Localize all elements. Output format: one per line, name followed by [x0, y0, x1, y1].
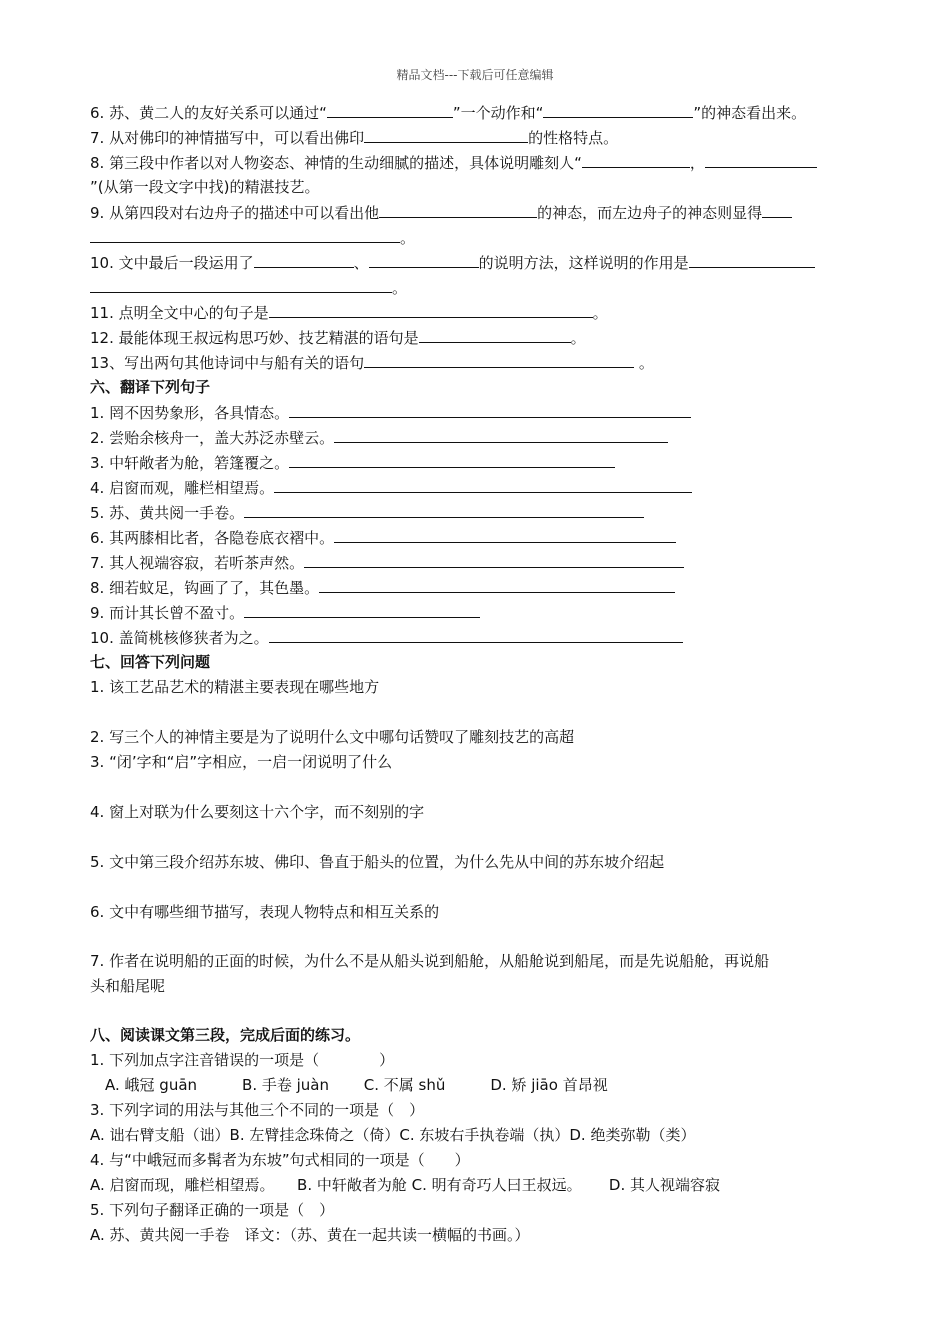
translate-sentence: 5. 苏、黄共阅一手卷。 — [90, 504, 245, 522]
answer-blank[interactable] — [543, 102, 693, 118]
q10-text-d: 。 — [392, 279, 408, 297]
q6-text-a: 6. 苏、黄二人的友好关系可以通过“ — [90, 104, 327, 122]
answer-blank[interactable] — [269, 302, 593, 318]
answer-blank[interactable] — [244, 502, 644, 518]
translate-item — [90, 452, 615, 473]
question-text: 5. 文中第三段介绍苏东坡、佛印、鲁直于船头的位置，为什么先从中间的苏东坡介绍起 — [90, 853, 665, 871]
answer-blank[interactable] — [244, 602, 480, 618]
answer-blank[interactable] — [582, 152, 690, 168]
q9-text-c: 。 — [400, 229, 416, 247]
translate-sentence: 8. 细若蚊足，钩画了了，其色墨。 — [90, 579, 320, 597]
answer-blank[interactable] — [304, 552, 684, 568]
q13-text-b: 。 — [634, 354, 654, 372]
translate-item — [90, 577, 675, 598]
answer-blank[interactable] — [289, 452, 615, 468]
section-7-title: 七、回答下列问题 — [90, 653, 211, 671]
question-text: 3. “闭’字和“启”字相应，一启一闭说明了什么 — [90, 753, 393, 771]
translate-item — [90, 477, 692, 498]
q11-text-b: 。 — [592, 304, 608, 322]
q6-text-c: ”的神态看出来。 — [693, 104, 807, 122]
question-11 — [90, 302, 608, 323]
translate-sentence: 1. 罔不因势象形，各具情态。 — [90, 404, 290, 422]
answer-blank[interactable] — [269, 627, 683, 643]
question-13 — [90, 352, 654, 373]
q12-text-b: 。 — [570, 329, 586, 347]
answer-blank[interactable] — [90, 277, 392, 293]
q13-text-a: 13、写出两句其他诗词中与船有关的语句 — [90, 354, 365, 372]
answer-blank[interactable] — [379, 202, 537, 218]
answer-blank[interactable] — [319, 577, 675, 593]
answer-blank[interactable] — [419, 327, 571, 343]
q10-text-c: 的说明方法，这样说明的作用是 — [478, 254, 689, 272]
translate-item — [90, 602, 480, 623]
translate-sentence: 6. 其两膝相比者，各隐卷底衣褶中。 — [90, 529, 335, 547]
q7-text-b: 的性格特点。 — [528, 129, 619, 147]
answer-blank[interactable] — [327, 102, 453, 118]
answer-blank[interactable] — [254, 252, 354, 268]
choice-question: 5. 下列句子翻译正确的一项是（ ） — [90, 1201, 335, 1219]
answer-blank[interactable] — [364, 352, 634, 368]
q6-text-b: ”一个动作和“ — [452, 104, 544, 122]
q9-text-a: 9. 从第四段对右边舟子的描述中可以看出他 — [90, 204, 380, 222]
q8-text-b: ， — [689, 154, 705, 172]
translate-sentence: 4. 启窗而观，雕栏相望焉。 — [90, 479, 275, 497]
q10-text-a: 10. 文中最后一段运用了 — [90, 254, 254, 272]
choice-question: 4. 与“中峨冠而多髯者为东坡”句式相同的一项是（ ） — [90, 1151, 470, 1169]
answer-blank[interactable] — [334, 527, 676, 543]
choice-options: A. 苏、黄共阅一手卷 译文：（苏、黄在一起共读一横幅的书画。） — [90, 1226, 530, 1244]
translate-sentence: 3. 中轩敞者为舱，箬篷覆之。 — [90, 454, 290, 472]
choice-options: A. 峨冠 guān B. 手卷 juàn C. 不属 shǔ D. 矫 jiāo 首昂视 — [90, 1076, 608, 1094]
question-10-cont — [90, 277, 407, 298]
question-text-cont: 头和船尾呢 — [90, 977, 166, 995]
answer-blank[interactable] — [705, 152, 817, 168]
q9-text-b: 的神态，而左边舟子的神态则显得 — [537, 204, 763, 222]
question-7 — [90, 127, 618, 148]
answer-blank[interactable] — [369, 252, 479, 268]
choice-question: 1. 下列加点字注音错误的一项是（ ） — [90, 1051, 395, 1069]
translate-item — [90, 527, 676, 548]
question-9-cont — [90, 227, 415, 248]
question-text: 2. 写三个人的神情主要是为了说明什么文中哪句话赞叹了雕刻技艺的高超 — [90, 728, 575, 746]
q10-text-b: 、 — [353, 254, 369, 272]
choice-options: A. 启窗而现，雕栏相望焉。 B. 中轩敞者为舱 C. 明有奇巧人曰王叔远。 D. 其人视端容寂 — [90, 1176, 720, 1194]
q7-text-a: 7. 从对佛印的神情描写中，可以看出佛印 — [90, 129, 365, 147]
answer-blank[interactable] — [334, 427, 668, 443]
translate-sentence: 2. 尝贻余核舟一，盖大苏泛赤壁云。 — [90, 429, 335, 447]
translate-sentence: 7. 其人视端容寂，若听茶声然。 — [90, 554, 305, 572]
choice-question: 3. 下列字词的用法与其他三个不同的一项是（ ） — [90, 1101, 425, 1119]
question-6 — [90, 102, 806, 123]
question-text: 1. 该工艺品艺术的精湛主要表现在哪些地方 — [90, 678, 380, 696]
section-6-title: 六、翻译下列句子 — [90, 378, 211, 396]
section-8-title: 八、阅读课文第三段，完成后面的练习。 — [90, 1026, 361, 1044]
translate-sentence: 10. 盖简桃核修狭者为之。 — [90, 629, 269, 647]
question-text: 7. 作者在说明船的正面的时候，为什么不是从船头说到船舱，从船舱说到船尾，而是先说船舱，再说船 — [90, 952, 770, 970]
q8-text-a: 8. 第三段中作者以对人物姿态、神情的生动细腻的描述，具体说明雕刻人“ — [90, 154, 582, 172]
question-8 — [90, 152, 817, 173]
answer-blank[interactable] — [274, 477, 692, 493]
page-header: 精品文档---下载后可任意编辑 — [396, 68, 554, 82]
question-12 — [90, 327, 586, 348]
question-9 — [90, 202, 792, 223]
answer-blank[interactable] — [289, 402, 691, 418]
translate-item — [90, 627, 683, 648]
answer-blank[interactable] — [689, 252, 815, 268]
question-text: 4. 窗上对联为什么要刻这十六个字，而不刻别的字 — [90, 803, 425, 821]
answer-blank[interactable] — [90, 227, 400, 243]
answer-blank[interactable] — [762, 202, 792, 218]
q11-text-a: 11. 点明全文中心的句子是 — [90, 304, 269, 322]
question-8-cont: ”(从第一段文字中找)的精湛技艺。 — [90, 178, 320, 196]
choice-options: A. 诎右臂支船（诎）B. 左臂挂念珠倚之（倚）C. 东坡右手执卷端（执）D. 绝类弥勒（类） — [90, 1126, 696, 1144]
question-10 — [90, 252, 815, 273]
translate-item — [90, 552, 684, 573]
translate-item — [90, 402, 691, 423]
question-text: 6. 文中有哪些细节描写，表现人物特点和相互关系的 — [90, 903, 440, 921]
translate-item — [90, 502, 644, 523]
translate-sentence: 9. 而计其长曾不盈寸。 — [90, 604, 245, 622]
answer-blank[interactable] — [364, 127, 528, 143]
q12-text-a: 12. 最能体现王叔远构思巧妙、技艺精湛的语句是 — [90, 329, 419, 347]
translate-item — [90, 427, 668, 448]
